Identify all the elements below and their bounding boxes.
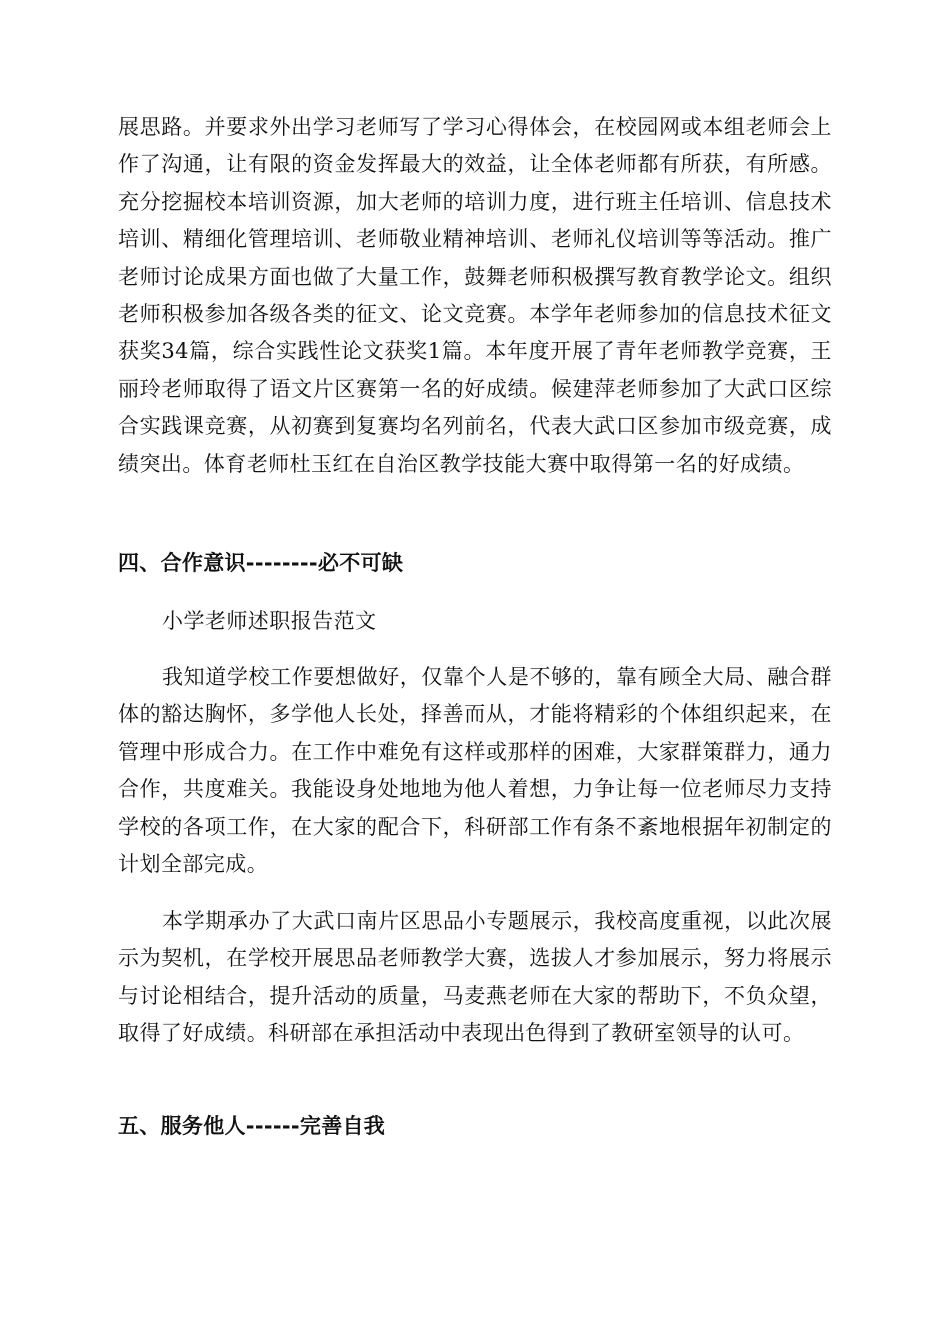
paragraph-cooperation: 我知道学校工作要想做好，仅靠个人是不够的，靠有顾全大局、融合群体的豁达胸怀，多学他人长处，择善而从，才能将精彩的个体组织起来，在管理中形成合力。在工作中难免有这样或那样的困难，大家群策群力，通力合作，共度难关。我能设身处地地为他人着想，力争让每一位老师尽力支持学校的各项工作，在大家的配合下，科研部工作有条不紊地根据年初制定的计划全部完成。	[118, 665, 832, 877]
section-heading-cooperation: 四、合作意识--------必不可缺	[118, 551, 404, 575]
section-heading-service: 五、服务他人------完善自我	[118, 1114, 386, 1138]
paragraph-semester-showcase: 本学期承办了大武口南片区思品小专题展示，我校高度重视，以此次展示为契机，在学校开展思品老师教学大赛，选拔人才参加展示，努力将展示与讨论相结合，提升活动的质量，马麦燕老师在大家的帮助下，不负众望，取得了好成绩。科研部在承担活动中表现出色得到了教研室领导的认可。	[118, 909, 832, 1046]
paragraph-training-results: 展思路。并要求外出学习老师写了学习心得体会，在校园网或本组老师会上作了沟通，让有限的资金发挥最大的效益，让全体老师都有所获，有所感。充分挖掘校本培训资源，加大老师的培训力度，进行班主任培训、信息技术培训、精细化管理培训、老师敬业精神培训、老师礼仪培训等等活动。推广老师讨论成果方面也做了大量工作，鼓舞老师积极撰写教育教学论文。组织老师积极参加各级各类的征文、论文竞赛。本学年老师参加的信息技术征文获奖34篇，综合实践性论文获奖1篇。本年度开展了青年老师教学竞赛，王丽玲老师取得了语文片区赛第一名的好成绩。候建萍老师参加了大武口区综合实践课竞赛，从初赛到复赛均名列前名，代表大武口区参加市级竞赛，成绩突出。体育老师杜玉红在自治区教学技能大赛中取得第一名的好成绩。	[118, 115, 832, 476]
document-subtitle: 小学老师述职报告范文	[162, 609, 377, 633]
